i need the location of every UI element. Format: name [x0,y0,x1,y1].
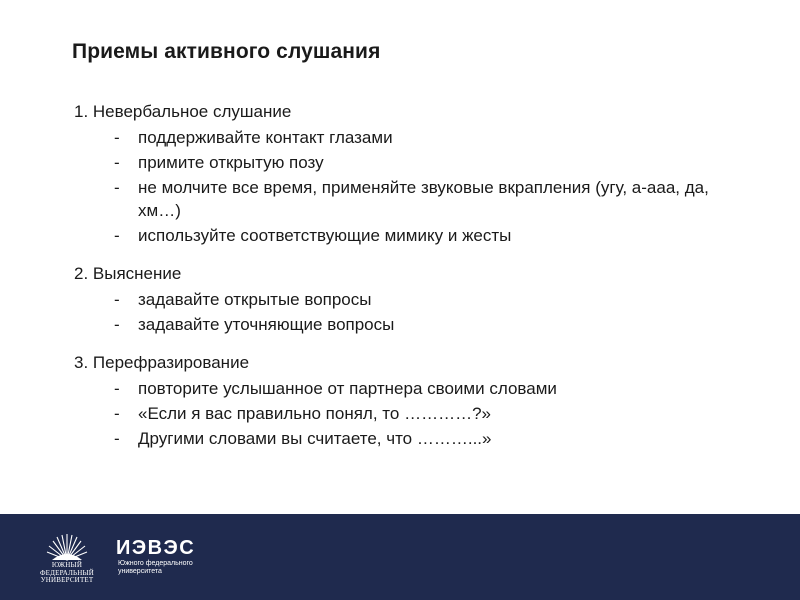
ievas-logo-sub-line: университета [118,568,162,575]
bullet-dash: - [114,153,120,172]
list-item-text: не молчите все время, применяйте звуковые вкрапления (угу, а-ааа, да, хм…) [138,178,709,220]
ufu-logo-line: УНИВЕРСИТЕТ [40,576,94,584]
section-paraphrasing [74,351,714,450]
ufu-logo-line: ЮЖНЫЙ [51,561,83,569]
section-nonverbal-listening [74,100,714,247]
list-item [74,288,714,311]
bullet-dash: - [114,315,120,334]
bullet-dash: - [114,290,120,309]
section-clarification [74,262,714,336]
list-item-text: поддерживайте контакт глазами [138,128,393,147]
bullet-dash: - [114,128,120,147]
bullet-dash: - [114,404,120,423]
sunburst-icon [44,532,90,562]
list-item [74,427,714,450]
bullet-dash: - [114,379,120,398]
bullet-dash: - [114,429,120,448]
list-item [74,377,714,400]
ufu-logo [22,532,112,592]
list-item-text: Другими словами вы считаете, что ………...» [138,429,492,448]
list-item-text: примите открытую позу [138,153,324,172]
bullet-dash: - [114,226,120,245]
section-heading: 2. Выяснение [74,264,182,283]
ufu-logo-line: ФЕДЕРАЛЬНЫЙ [39,568,95,577]
ievas-logo-sub-line: Южного федерального [118,560,193,567]
footer-bar [0,514,800,600]
ievas-logo-subtitle [116,560,226,576]
ievas-logo-name: ИЭВЭС [116,537,196,559]
bullet-list [74,288,714,336]
ufu-logo-text [22,562,112,585]
list-item [74,402,714,425]
bullet-list [74,377,714,450]
section-heading: 1. Невербальное слушание [74,102,292,121]
list-item-text: задавайте открытые вопросы [138,290,372,309]
bullet-dash: - [114,178,120,197]
list-item [74,176,714,222]
slide-title: Приемы активного слушания [72,40,381,63]
list-item [74,126,714,149]
slide-content [74,100,714,465]
list-item [74,313,714,336]
list-item-text: задавайте уточняющие вопросы [138,315,395,334]
list-item [74,151,714,174]
ievas-logo [116,538,226,582]
bullet-list [74,126,714,247]
section-heading: 3. Перефразирование [74,353,250,372]
list-item-text: повторите услышанное от партнера своими словами [138,379,557,398]
list-item-text: используйте соответствующие мимику и жесты [138,226,512,245]
list-item-text: «Если я вас правильно понял, то …………?» [138,404,491,423]
list-item [74,224,714,247]
